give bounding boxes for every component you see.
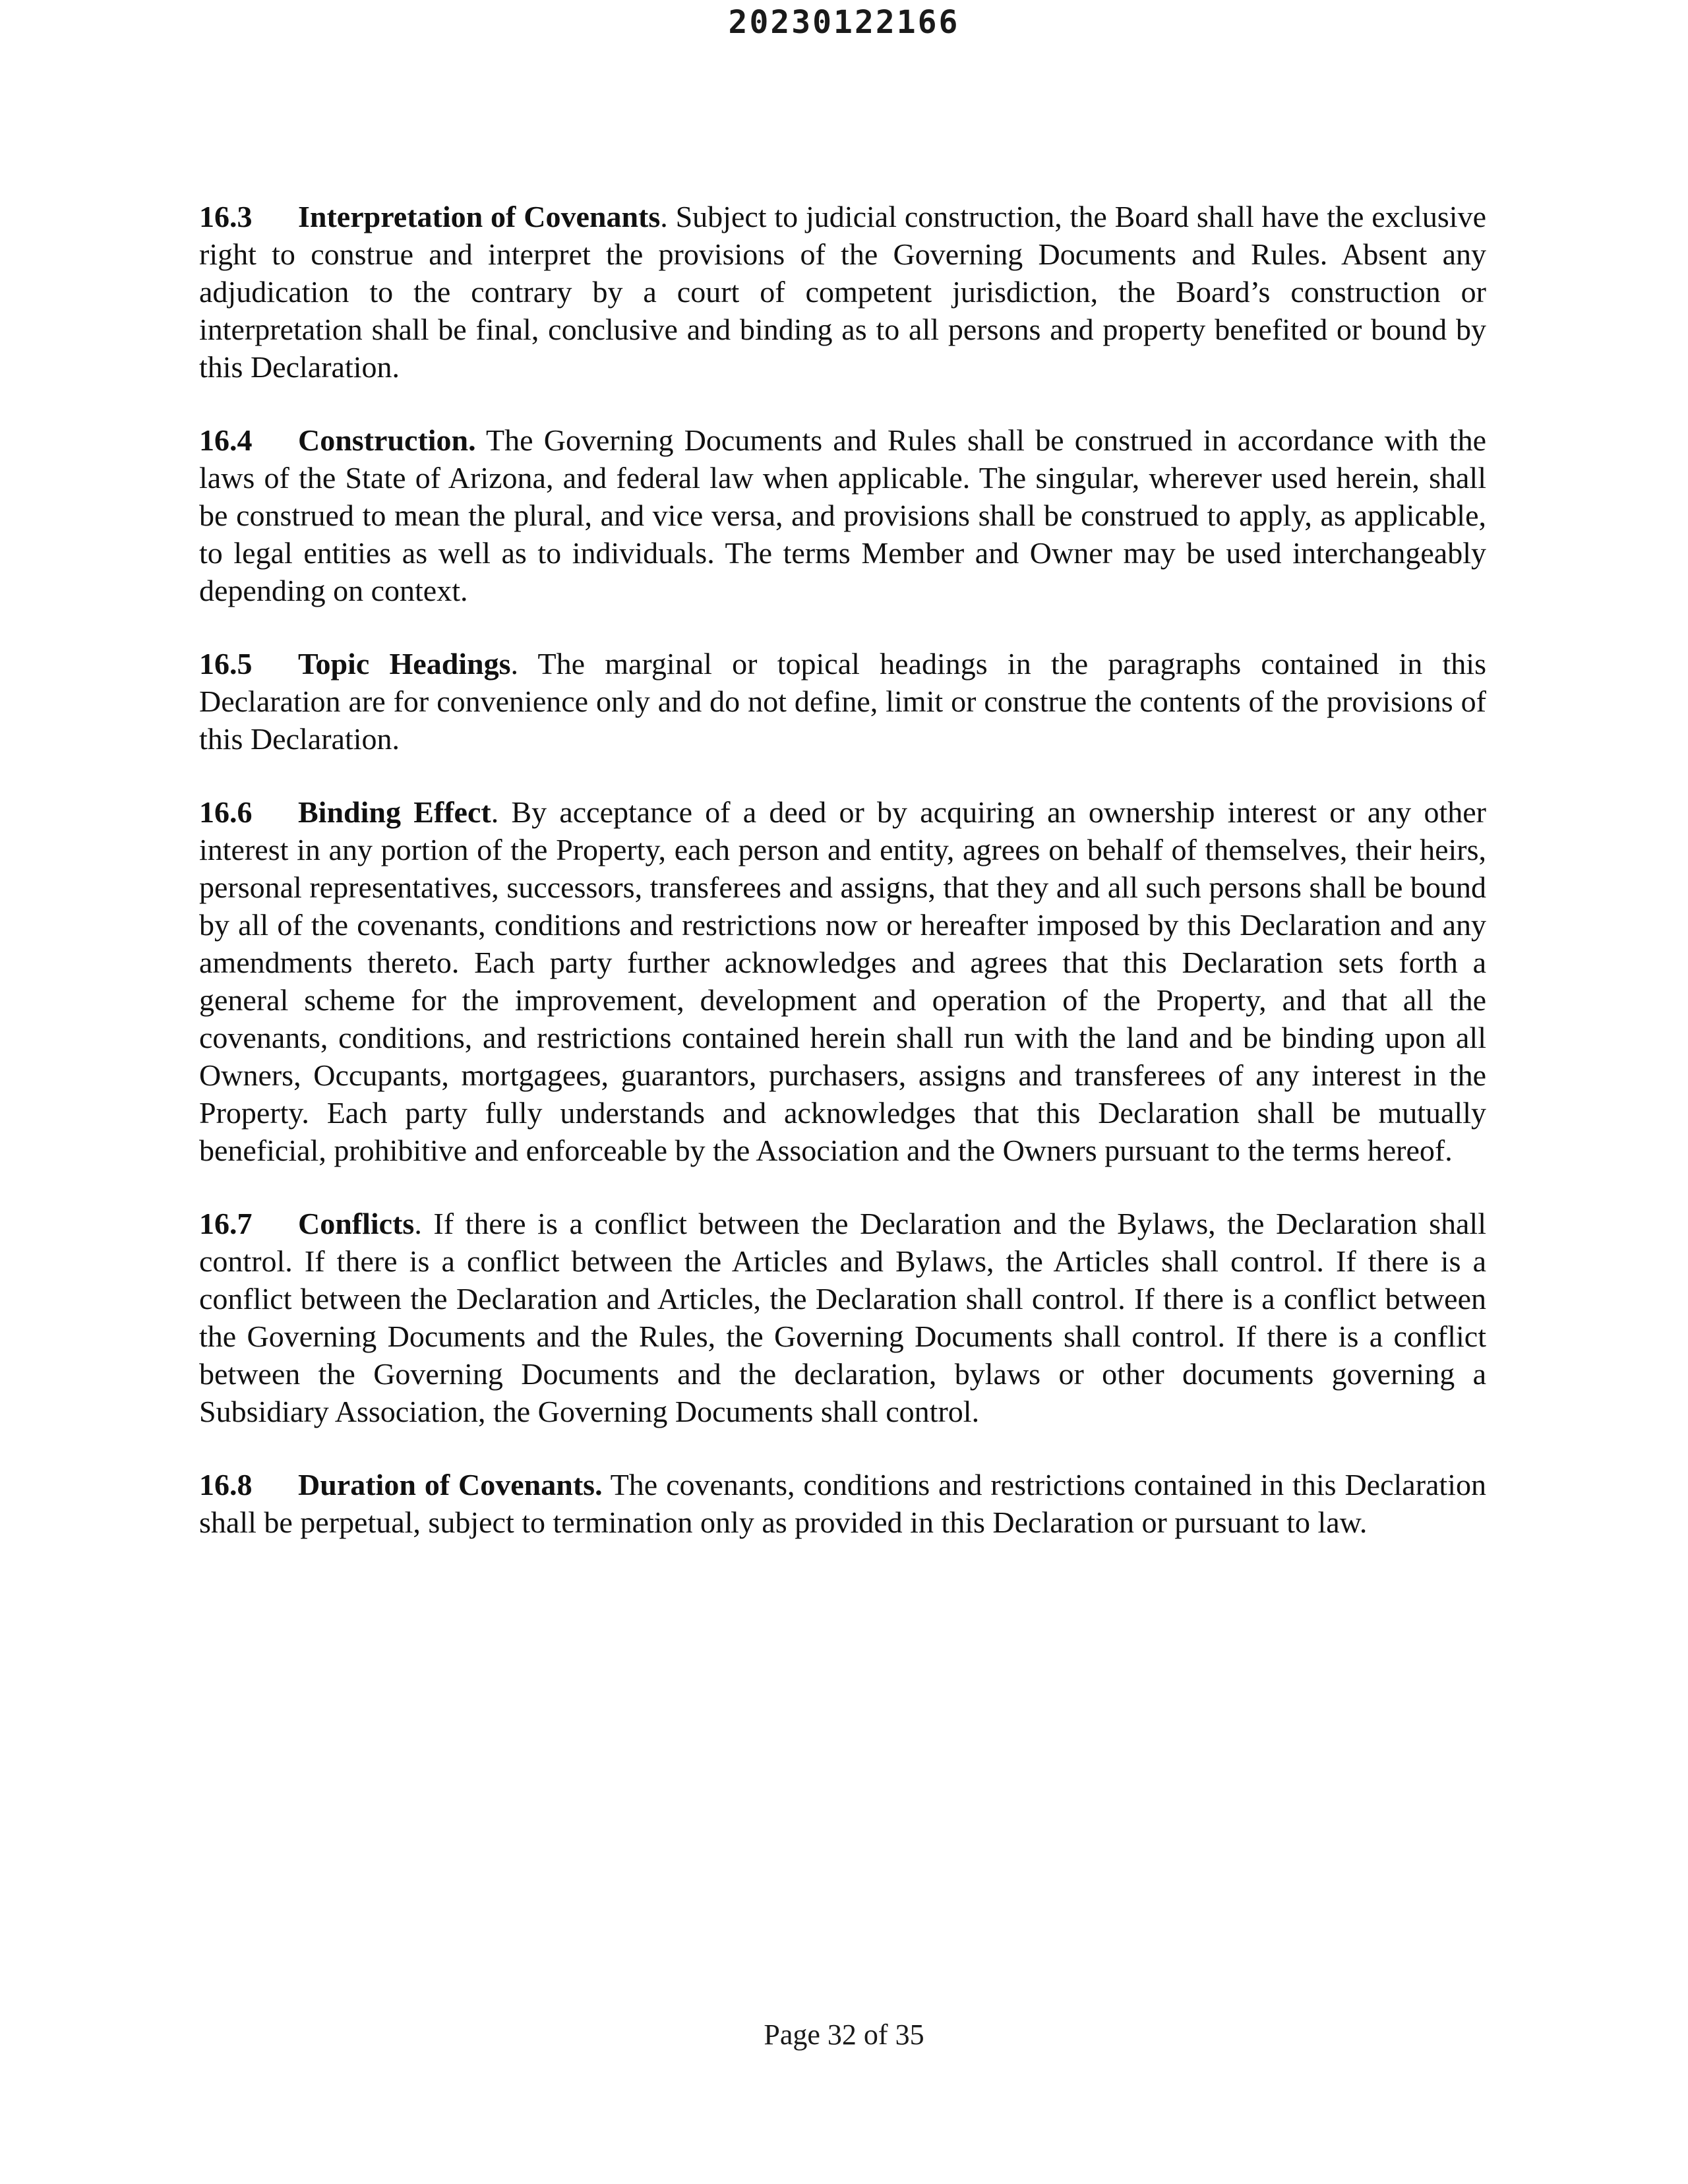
section-title-punctuation: . [660,200,668,233]
section-text: By acceptance of a deed or by acquiring an ownership interest or any other interest in any portion of the Property, each person and entity, agrees on behalf of themselves, their heirs, personal representatives, successors, transferees and assigns, that they and all such persons shall be bound by all of the covenants, conditions and restrictions now or hereafter imposed by this Declaration and any amendments thereto. Each party further acknowledges and agrees that this Declaration sets forth a general scheme for the improvement, development and operation of the Property, and that all the covenants, conditions, and restrictions contained herein shall run with the land and be binding upon all Owners, Occupants, mortgagees, guarantors, purchasers, assigns and transferees of any interest in the Property. Each party fully understands and acknowledges that this Declaration shall be mutually beneficial, prohibitive and enforceable by the Association and the Owners pursuant to the terms hereof. [199,795,1486,1167]
document-number: 20230122166 [728,4,960,41]
section-title-punctuation: . [491,795,499,829]
section-title: Binding Effect [298,795,491,829]
section-text: Subject to judicial construction, the Board shall have the exclusive right to construe and interpret the provisions of the Governing Documents and Rules. Absent any adjudication to the contrary by a court of competent jurisdiction, the Board’s construction or interpretation shall be final, conclusive and binding as to all persons and property benefited or bound by this Declaration. [199,200,1486,384]
section-number: 16.6 [199,795,253,829]
section-text: The Governing Documents and Rules shall be construed in accordance with the laws of the State of Arizona, and federal law when applicable. The singular, wherever used herein, shall be construed to mean the plural, and vice versa, and provisions shall be construed to apply, as applicable, to legal entities as well as to individuals. The terms Member and Owner may be used interchangeably depending on context. [199,423,1486,607]
section-16-6 [199,793,1486,1169]
section-title: Duration of Covenants. [298,1468,603,1502]
section-title: Conflicts [298,1207,415,1240]
section-title-punctuation: . [414,1207,422,1240]
section-number: 16.4 [199,423,253,457]
page-number: Page 32 of 35 [764,2018,924,2051]
document-body [199,198,1486,1577]
section-title: Topic Headings [298,647,511,681]
section-number: 16.5 [199,647,253,681]
section-text: The marginal or topical headings in the paragraphs contained in this Declaration are for convenience only and do not define, limit or construe the contents of the provisions of this Declaration. [199,647,1486,756]
section-number: 16.7 [199,1207,253,1240]
section-16-5 [199,645,1486,758]
section-16-8 [199,1466,1486,1541]
section-number: 16.8 [199,1468,253,1502]
section-text: If there is a conflict between the Declaration and the Bylaws, the Declaration shall control. If there is a conflict between the Articles and Bylaws, the Articles shall control. If there is a conflict between the Declaration and Articles, the Declaration shall control. If there is a conflict between the Governing Documents and the Rules, the Governing Documents shall control. If there is a conflict between the Governing Documents and the declaration, bylaws or other documents governing a Subsidiary Association, the Governing Documents shall control. [199,1207,1486,1428]
section-number: 16.3 [199,200,253,233]
section-title: Construction. [298,423,476,457]
section-16-4 [199,421,1486,609]
section-16-3 [199,198,1486,386]
section-16-7 [199,1205,1486,1430]
section-text: The covenants, conditions and restrictions contained in this Declaration shall be perpetual, subject to termination only as provided in this Declaration or pursuant to law. [199,1468,1486,1539]
section-title-punctuation: . [510,647,519,681]
section-title: Interpretation of Covenants [298,200,661,233]
